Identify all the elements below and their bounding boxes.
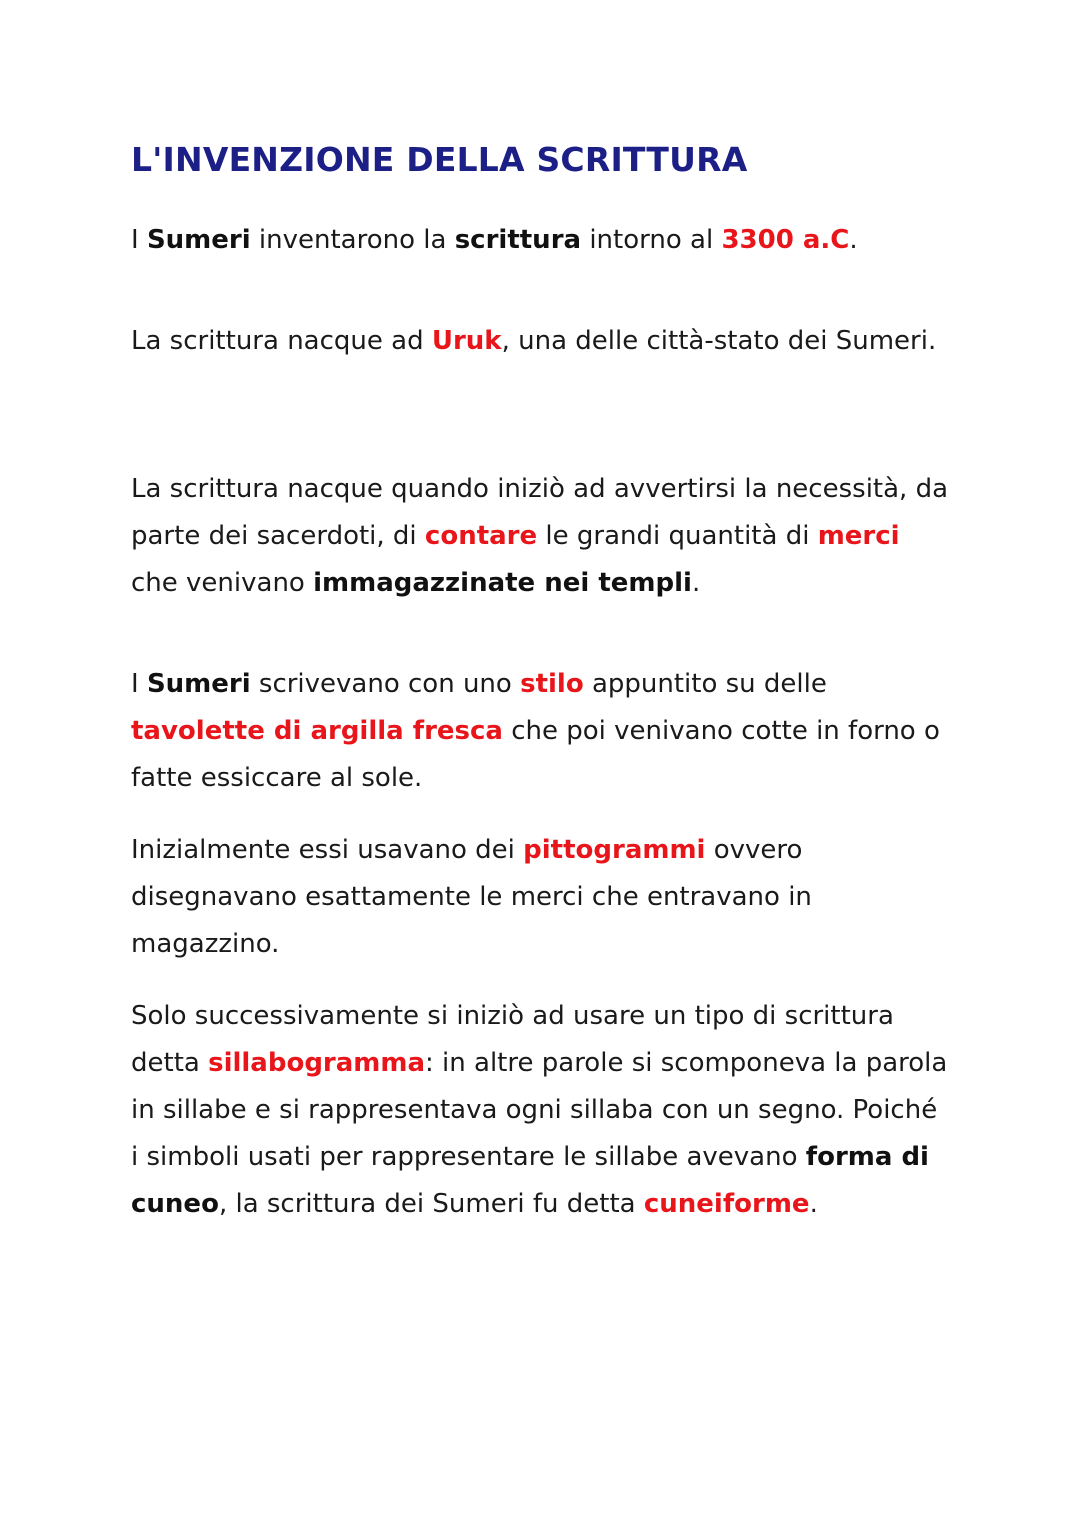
text-span: Solo successivamente si iniziò ad usare un tipo di scrittura detta bbox=[131, 1001, 894, 1078]
bold-term-sumeri: Sumeri bbox=[146, 669, 251, 699]
highlight-cuneiforme: cuneiforme bbox=[643, 1189, 810, 1219]
text-span: inventarono la bbox=[250, 225, 455, 255]
highlight-merci: merci bbox=[817, 521, 900, 551]
text-span: intorno al bbox=[581, 225, 722, 255]
paragraph-sumeri-invention bbox=[131, 217, 951, 264]
highlight-stilo: stilo bbox=[520, 669, 584, 699]
paragraph-uruk bbox=[131, 318, 951, 365]
text-span: : in altre parole si scomponeva la parola in sillabe e si rappresentava ogni sillaba con un segno. Poiché i simboli usati per rappresentare le sillabe avevano bbox=[131, 1048, 948, 1172]
highlight-tavolette: tavolette di argilla fresca bbox=[131, 716, 503, 746]
paragraph-pittogrammi bbox=[131, 827, 951, 968]
paragraph-writing-tools bbox=[131, 661, 951, 802]
highlight-pittogrammi: pittogrammi bbox=[523, 835, 706, 865]
bold-term-templi: immagazzinate nei templi bbox=[313, 568, 692, 598]
highlight-sillabogramma: sillabogramma bbox=[208, 1048, 426, 1078]
text-span: I bbox=[131, 669, 147, 699]
bold-term-scrittura: scrittura bbox=[454, 225, 582, 255]
text-span: La scrittura nacque ad bbox=[131, 326, 432, 356]
bold-term-cuneo: forma di cuneo bbox=[131, 1142, 929, 1219]
text-span: La scrittura nacque quando iniziò ad avvertirsi la necessità, da parte dei sacerdoti, di bbox=[131, 474, 949, 551]
text-span: appuntito su delle bbox=[583, 669, 827, 699]
highlight-contare: contare bbox=[424, 521, 538, 551]
text-span: ovvero disegnavano esattamente le merci che entravano in magazzino. bbox=[131, 835, 812, 959]
paragraph-origin-reason bbox=[131, 466, 951, 607]
text-span: I bbox=[131, 225, 147, 255]
text-span: che poi venivano cotte in forno o fatte essiccare al sole. bbox=[131, 716, 940, 793]
text-span: . bbox=[809, 1189, 818, 1219]
text-span: . bbox=[849, 225, 858, 255]
highlight-uruk: Uruk bbox=[431, 326, 502, 356]
text-span: che venivano bbox=[131, 568, 314, 598]
highlight-date: 3300 a.C bbox=[721, 225, 850, 255]
bold-term-sumeri: Sumeri bbox=[146, 225, 251, 255]
text-span: scrivevano con uno bbox=[250, 669, 521, 699]
text-span: . bbox=[691, 568, 701, 598]
text-span: , la scrittura dei Sumeri fu detta bbox=[218, 1189, 644, 1219]
text-span: Inizialmente essi usavano dei bbox=[131, 835, 524, 865]
text-span: , una delle città-stato dei Sumeri. bbox=[501, 326, 937, 356]
text-span: le grandi quantità di bbox=[537, 521, 818, 551]
paragraph-sillabogramma bbox=[131, 993, 951, 1228]
page-title: L'INVENZIONE DELLA SCRITTURA bbox=[131, 140, 748, 179]
